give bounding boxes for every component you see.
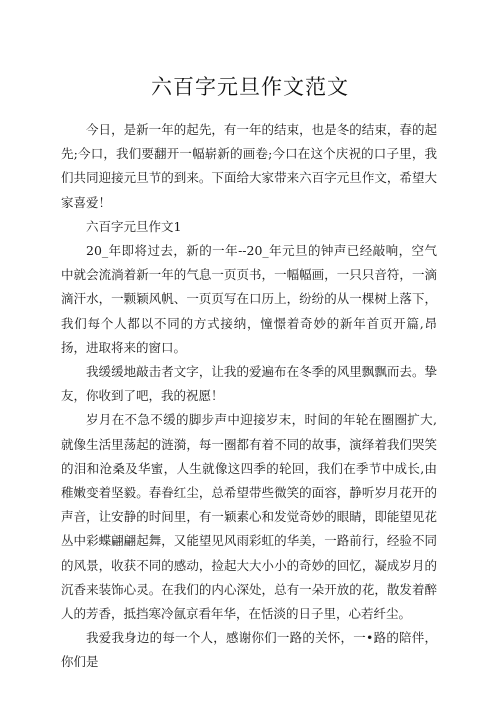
document-title: 六百字元旦作文范文 (151, 75, 349, 99)
body-paragraph: 岁月在不急不缓的脚步声中迎接岁末，时间的年轮在圈圈扩大,就像生活里荡起的涟漪，每一圈都有着不同的故事，演绎着我们哭笑的泪和沧桑及华蜜，人生就像这四季的轮回，我们在季节中成长,由稚嫩变着坚毅。春眷红尘，总希望带些微笑的面容，静听岁月花开的声音，让安静的时间里，有一颖素心和发觉奇妙的眼睛，即能望见花丛中彩蝶翩翩起舞，又能望见风雨彩虹的华美，一路前行，经验不同的风景，收获不同的感动，捡起大大小小的奇妙的回忆，凝成岁月的沉香来装饰心灵。在我们的内心深处，总有一朵开放的花，散发着醉人的芳香，抵挡寒冷氤京看年华，在恬淡的日子里，心若纤尘。 (61, 412, 437, 622)
intro-paragraph: 今日，是新一年的起先，有一年的结束，也是冬的结束，春的起先;今口，我们要翻开一幅崭新的画卷;今口在这个庆祝的口子里，我们共同迎接元旦节的到来。下面给大家带来六百字元旦作文，希望大家喜爱！ (61, 122, 437, 210)
body-paragraph: 20_年即将过去，新的一年--20_年元旦的钟声已经敲响，空气中就会流淌着新一年的气息一页页书，一幅幅画，一只只音符，一滴滴汗水，一颗颖风帆、一页页写在口历上，纷纷的从一棵树上落下，我们每个人都以不同的方式接纳，憧憬着奇妙的新年首页开篇,昂扬，进取将来的窗口。 (61, 243, 437, 355)
document-body (61, 118, 437, 675)
body-paragraph: 我缓缓地敲击者文字，让我的爱遍布在冬季的风里飘飘而去。挚友，你收到了吧，我的祝愿！ (61, 364, 437, 404)
section-heading: 六百字元旦作文1 (86, 218, 182, 234)
body-paragraph: 我爱我身边的每一个人，感谢你们一路的关怀，一•路的陪伴，你们是 (61, 630, 437, 670)
